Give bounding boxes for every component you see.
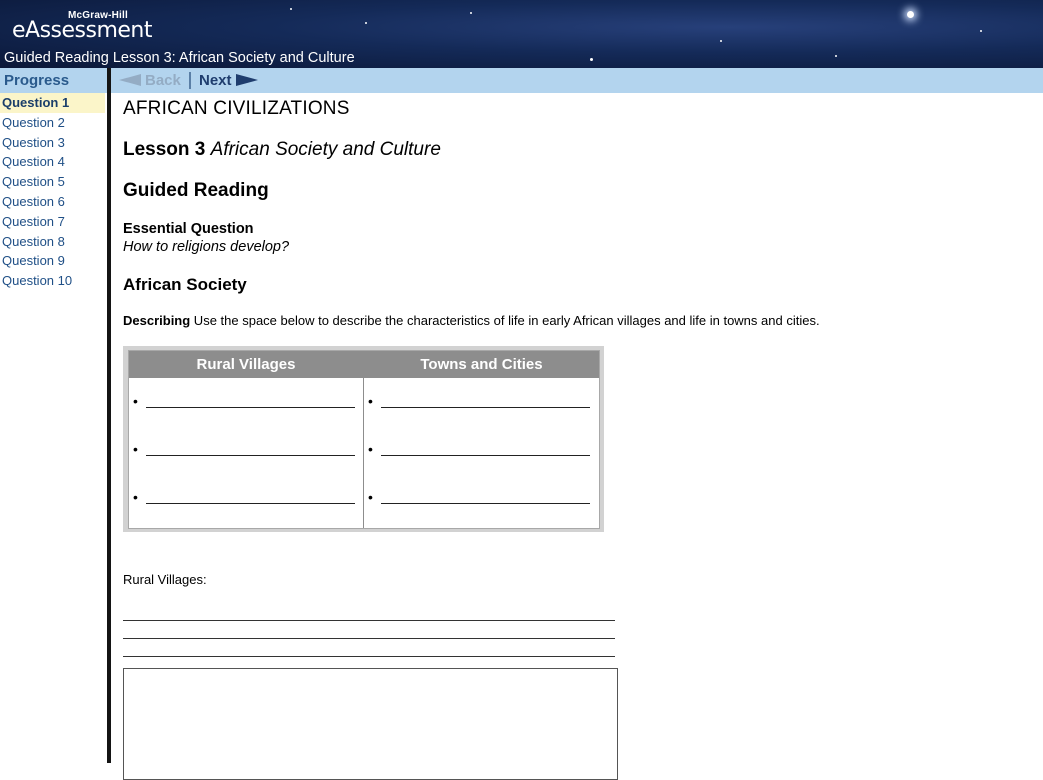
answer-underline <box>123 620 615 621</box>
bullet-glyph: • <box>133 489 138 505</box>
question-list <box>0 93 107 291</box>
logo-product: eAssessment <box>12 18 153 43</box>
organizer-column-header: Towns and Cities <box>364 351 599 378</box>
bullet-glyph: • <box>133 393 138 409</box>
essential-question-text: How to religions develop? <box>123 239 290 255</box>
subsection-title: African Society <box>123 275 247 294</box>
back-button[interactable] <box>119 68 181 93</box>
instruction-text: Use the space below to describe the characteristics of life in early African villages and life in towns and cities. <box>190 313 820 328</box>
back-label: Back <box>145 72 181 89</box>
nav-separator <box>189 72 191 89</box>
organizer-column-rural <box>129 351 363 528</box>
question-link-6[interactable]: Question 6 <box>2 193 65 209</box>
organizer-bullet-row <box>364 441 599 467</box>
organizer-table <box>128 350 600 529</box>
answer-underline <box>123 638 615 639</box>
next-arrow-icon <box>236 74 258 86</box>
answer-textarea[interactable] <box>123 668 618 780</box>
answer-underline <box>123 656 615 657</box>
app-logo <box>8 10 158 43</box>
sidebar-divider <box>107 68 111 763</box>
organizer-bullet-row <box>364 393 599 419</box>
header-star <box>590 58 593 61</box>
logo-brand: McGraw-Hill <box>68 10 128 21</box>
blank-line <box>381 407 590 408</box>
question-link-4[interactable]: Question 4 <box>2 154 65 170</box>
question-link-7[interactable]: Question 7 <box>2 213 65 229</box>
bullet-glyph: • <box>368 441 373 457</box>
blank-line <box>146 503 355 504</box>
question-link-3[interactable]: Question 3 <box>2 134 65 150</box>
question-link-2[interactable]: Question 2 <box>2 114 65 130</box>
blank-line <box>381 503 590 504</box>
header-star <box>365 22 367 24</box>
organizer-bullet-row <box>129 489 363 515</box>
answer-prompt: Rural Villages: <box>123 572 207 587</box>
header-star <box>907 11 914 18</box>
question-link-8[interactable]: Question 8 <box>2 233 65 249</box>
blank-line <box>146 407 355 408</box>
question-link-5[interactable]: Question 5 <box>2 174 65 190</box>
header-star <box>980 30 982 32</box>
back-arrow-icon <box>119 74 141 86</box>
nav-bar <box>111 68 1043 93</box>
progress-sidebar <box>0 68 107 763</box>
question-link-10[interactable]: Question 10 <box>2 273 73 289</box>
bullet-glyph: • <box>368 393 373 409</box>
unit-title: AFRICAN CIVILIZATIONS <box>123 98 350 119</box>
instruction-label: Describing <box>123 313 191 328</box>
header-star <box>720 40 722 42</box>
header-star <box>290 8 292 10</box>
blank-line <box>381 455 590 456</box>
page-title: Guided Reading Lesson 3: African Society and Culture <box>4 50 355 66</box>
organizer-bullet-row <box>364 489 599 515</box>
lesson-number: Lesson 3 <box>123 139 206 160</box>
bullet-glyph: • <box>133 441 138 457</box>
graphic-organizer <box>123 346 604 532</box>
section-title: Guided Reading <box>123 180 269 201</box>
organizer-bullet-row <box>129 393 363 419</box>
essential-question-label: Essential Question <box>123 221 254 237</box>
organizer-column-header: Rural Villages <box>129 351 363 378</box>
next-label: Next <box>199 72 232 89</box>
progress-heading: Progress <box>0 68 107 93</box>
organizer-bullet-row <box>129 441 363 467</box>
header-star <box>835 55 837 57</box>
header-star <box>470 12 472 14</box>
instruction <box>123 313 820 328</box>
blank-line <box>146 455 355 456</box>
lesson-title: African Society and Culture <box>210 139 441 160</box>
organizer-column-towns <box>364 351 599 528</box>
question-link-1[interactable]: Question 1 <box>0 93 105 113</box>
lesson-heading <box>123 139 441 161</box>
question-link-9[interactable]: Question 9 <box>2 253 65 269</box>
bullet-glyph: • <box>368 489 373 505</box>
app-header <box>0 0 1043 68</box>
next-button[interactable] <box>199 68 258 93</box>
